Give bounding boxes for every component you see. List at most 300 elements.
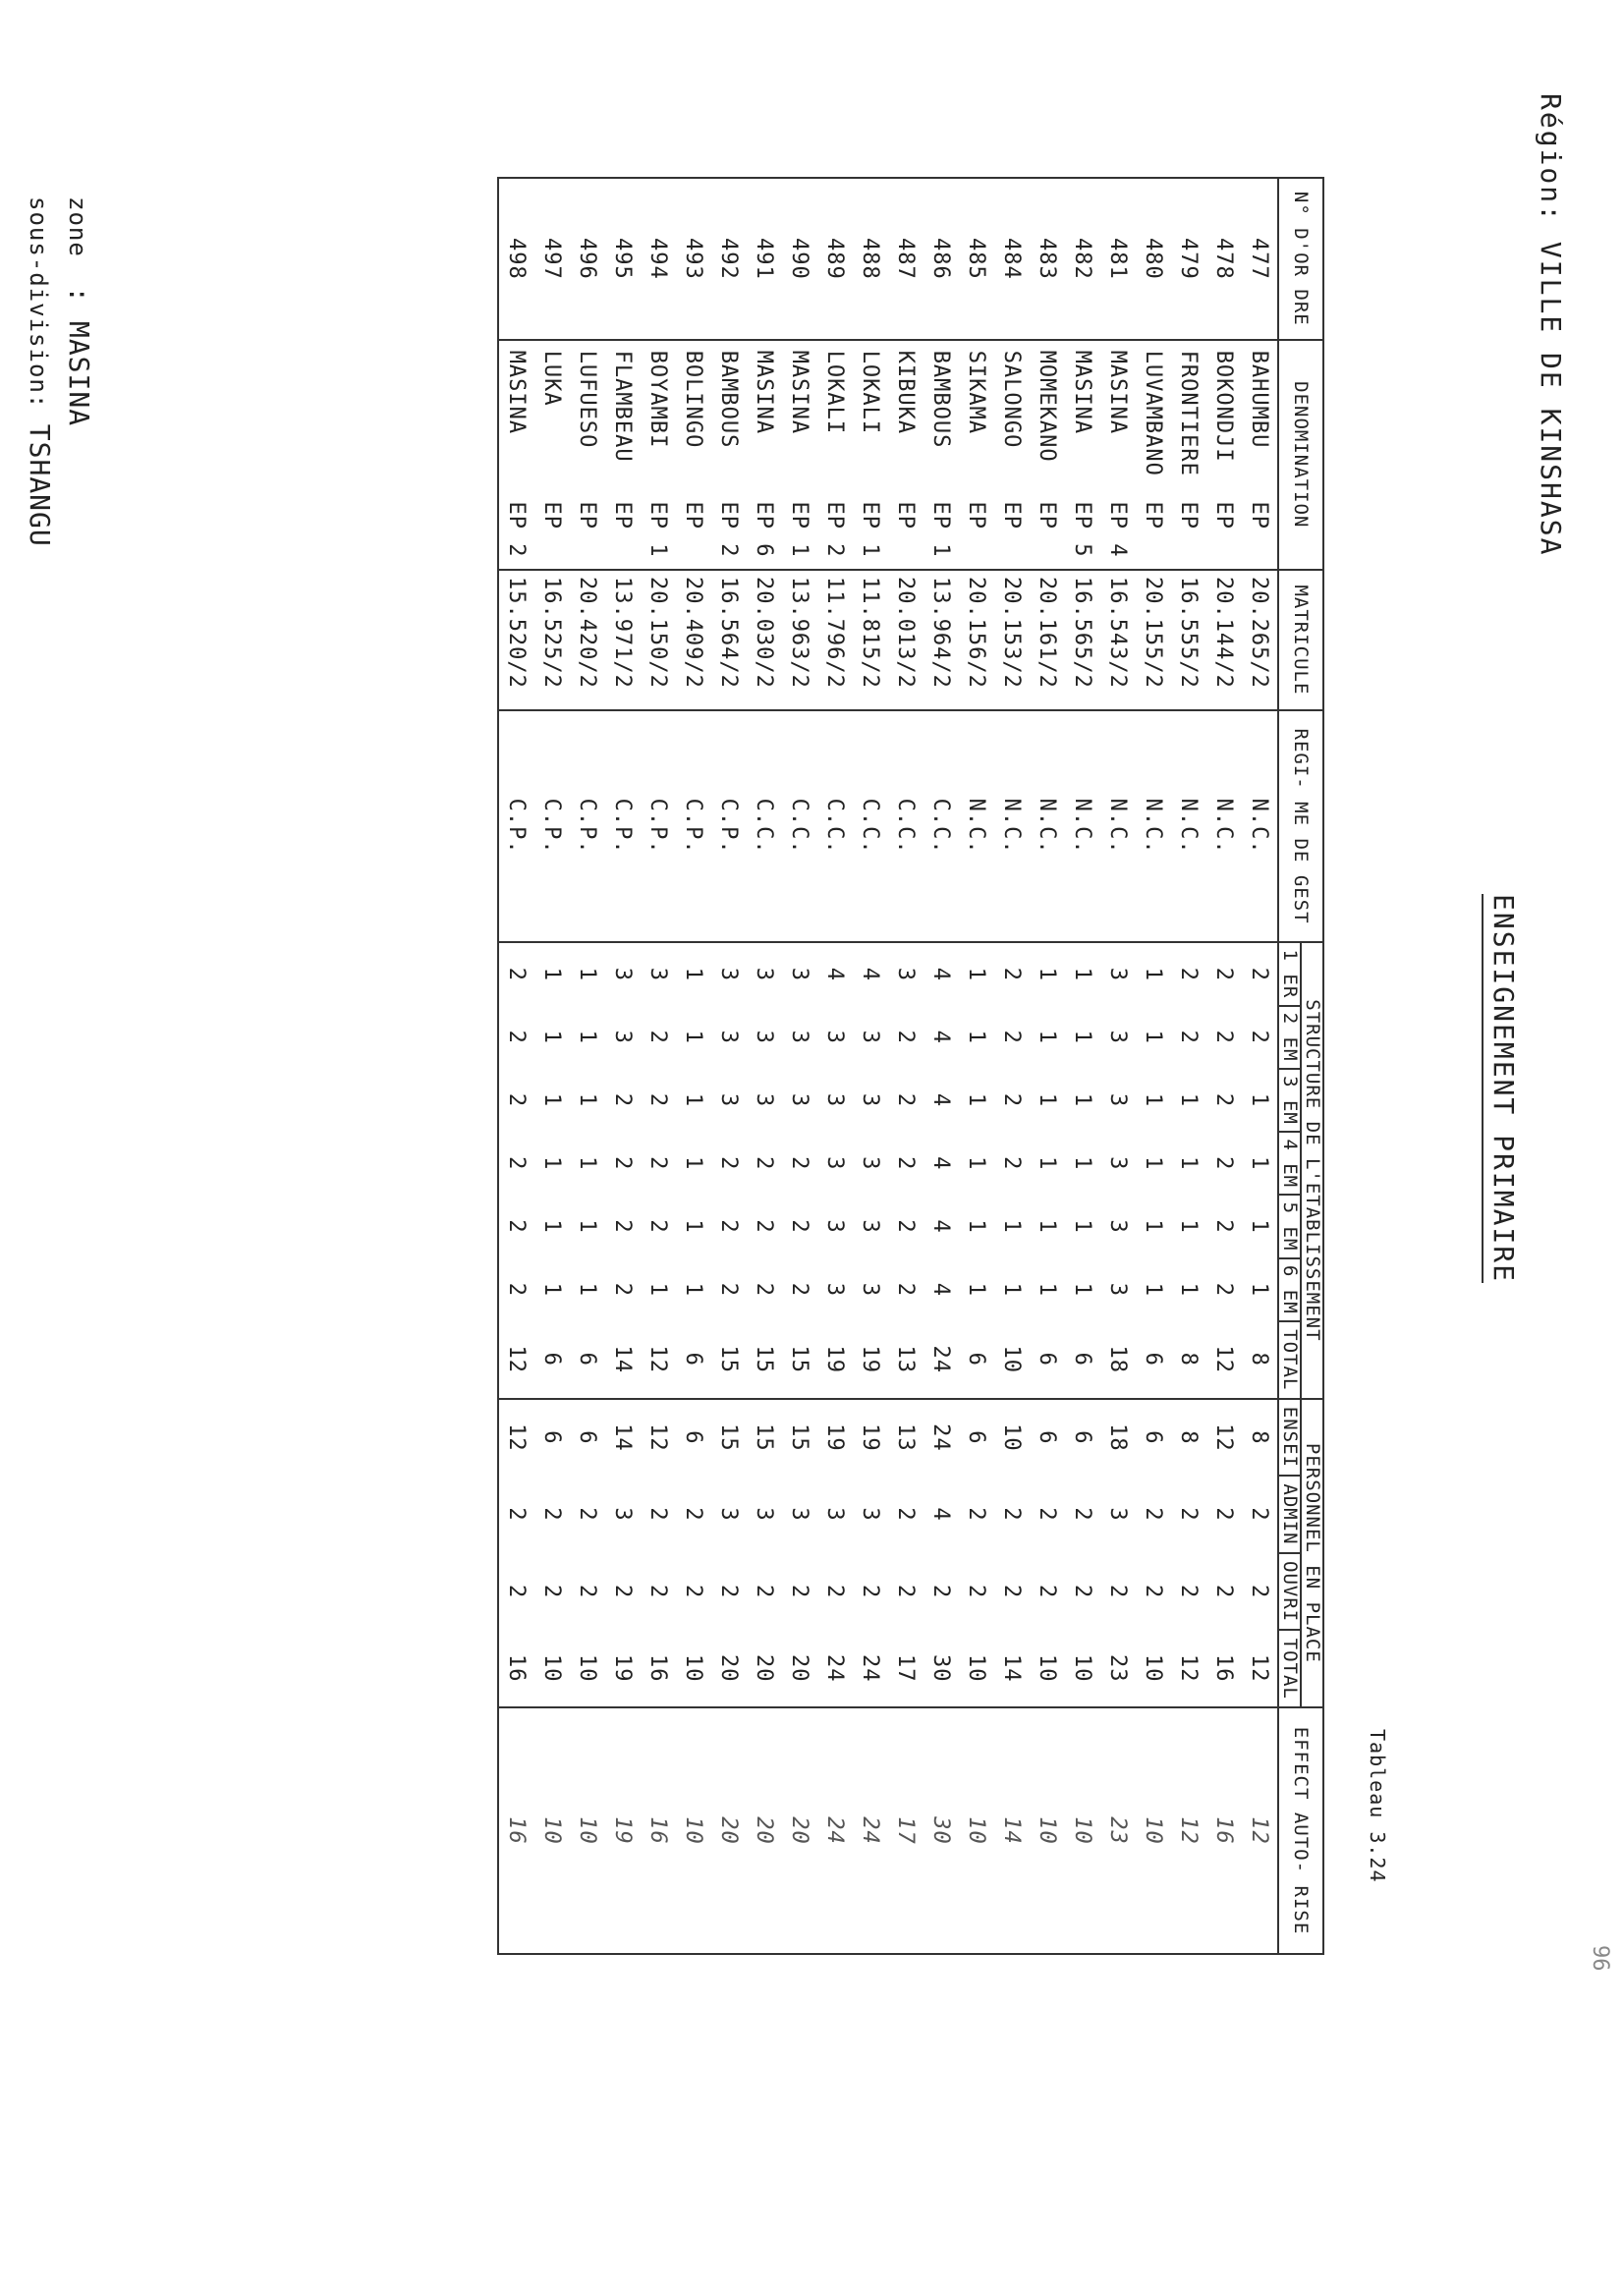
cell-personnel-2: 2 xyxy=(1141,1507,1166,1522)
cell-numero: 486 xyxy=(924,178,959,340)
cell-personnel-1: 6 xyxy=(1141,1430,1166,1445)
cell-structure-total: 6 xyxy=(570,1321,605,1399)
school-table xyxy=(497,177,1324,1955)
cell-structure-6: 2 xyxy=(498,1258,534,1321)
cell-numero: 478 xyxy=(1206,178,1242,340)
cell-structure-4: 3 xyxy=(822,1156,848,1171)
cell-structure-3: 1 xyxy=(1035,1092,1060,1108)
cell-structure-4: 2 xyxy=(752,1156,777,1171)
cell-personnel-3: 2 xyxy=(610,1585,636,1599)
cell-matricule: 16.565/2 xyxy=(1065,570,1100,710)
cell-structure-2: 4 xyxy=(928,1030,954,1044)
cell-personnel-2: 3 xyxy=(858,1507,883,1522)
cell-type: EP 6 xyxy=(747,500,782,570)
cell-structure-1: 1 xyxy=(1035,967,1060,982)
table-row xyxy=(959,178,994,1954)
cell-effectif: 10 xyxy=(959,1707,994,1954)
cell-structure-5: 2 xyxy=(787,1219,812,1234)
cell-structure-5: 1 xyxy=(575,1219,600,1234)
cell-structure-6: 2 xyxy=(893,1282,919,1297)
subdivision-line xyxy=(24,196,56,547)
cell-structure-6: 1 xyxy=(999,1282,1025,1297)
table-row xyxy=(994,178,1030,1954)
cell-personnel-3: 2 xyxy=(1247,1585,1272,1599)
cell-structure-1: 2 xyxy=(1247,967,1272,982)
cell-personnel-1: 12 xyxy=(645,1423,671,1452)
cell-personnel-3: 2 xyxy=(928,1585,954,1599)
cell-structure-2: 2 xyxy=(1247,1030,1272,1044)
cell-structure-total: 6 xyxy=(1065,1321,1100,1399)
cell-personnel-3: 2 xyxy=(964,1585,989,1599)
cell-denomination: BAHUMBU xyxy=(1247,350,1272,449)
cell-personnel-2: 3 xyxy=(716,1507,742,1522)
cell-denomination: LUFUESO xyxy=(575,350,600,449)
cell-structure-3: 3 xyxy=(858,1092,883,1108)
cell-structure-total: 15 xyxy=(782,1321,817,1399)
cell-structure-3: 4 xyxy=(928,1092,954,1108)
cell-effectif: 23 xyxy=(1100,1707,1136,1954)
zone-value: : MASINA xyxy=(63,286,95,427)
cell-structure-1: 2 xyxy=(1211,967,1237,982)
cell-matricule: 11.815/2 xyxy=(853,570,888,710)
cell-personnel-2: 2 xyxy=(999,1507,1025,1522)
cell-personnel-total: 12 xyxy=(1242,1630,1278,1707)
cell-structure-2: 3 xyxy=(610,1030,636,1044)
cell-personnel-total: 10 xyxy=(570,1630,605,1707)
cell-denomination: SIKAMA xyxy=(964,350,989,435)
cell-denomination: BOLINGO xyxy=(681,350,706,449)
cell-structure-6: 4 xyxy=(928,1282,954,1297)
table-row xyxy=(711,178,747,1954)
cell-structure-5: 1 xyxy=(1141,1219,1166,1234)
cell-type: EP xyxy=(605,500,641,570)
cell-structure-4: 2 xyxy=(498,1132,534,1195)
cell-structure-5: 2 xyxy=(498,1195,534,1257)
cell-matricule: 13.963/2 xyxy=(782,570,817,710)
cell-structure-5: 2 xyxy=(893,1219,919,1234)
cell-personnel-total: 20 xyxy=(747,1630,782,1707)
cell-structure-6: 2 xyxy=(752,1282,777,1297)
table-row xyxy=(1242,178,1278,1954)
cell-structure-1: 1 xyxy=(575,967,600,982)
cell-structure-total: 6 xyxy=(534,1321,570,1399)
cell-structure-4: 2 xyxy=(999,1156,1025,1171)
cell-matricule: 16.525/2 xyxy=(534,570,570,710)
cell-denomination: LUKA xyxy=(539,350,565,407)
cell-personnel-1: 18 xyxy=(1105,1423,1131,1452)
cell-personnel-3: 2 xyxy=(575,1585,600,1599)
subdivision-value: TSHANGU xyxy=(24,423,56,547)
cell-structure-1: 2 xyxy=(999,967,1025,982)
col-structure-1: 1 ER xyxy=(1278,942,1301,1005)
cell-type: EP 2 xyxy=(498,500,534,570)
cell-structure-3: 3 xyxy=(787,1092,812,1108)
cell-numero: 495 xyxy=(605,178,641,340)
col-personnel-3: OUVRI xyxy=(1278,1553,1301,1631)
cell-denomination: BOKONDJI xyxy=(1211,350,1237,463)
cell-structure-3: 2 xyxy=(645,1092,671,1108)
cell-personnel-3: 2 xyxy=(681,1585,706,1599)
cell-numero: 497 xyxy=(534,178,570,340)
cell-structure-total: 18 xyxy=(1100,1321,1136,1399)
cell-matricule: 16.564/2 xyxy=(711,570,747,710)
cell-personnel-3: 2 xyxy=(858,1585,883,1599)
cell-structure-3: 1 xyxy=(575,1092,600,1108)
cell-structure-1: 3 xyxy=(716,967,742,982)
cell-structure-5: 1 xyxy=(1176,1219,1202,1234)
cell-structure-1: 3 xyxy=(752,967,777,982)
cell-personnel-3: 2 xyxy=(1105,1585,1131,1599)
cell-structure-3: 1 xyxy=(1070,1092,1095,1108)
cell-numero: 477 xyxy=(1242,178,1278,340)
cell-personnel-3: 2 xyxy=(999,1585,1025,1599)
cell-personnel-2: 3 xyxy=(787,1507,812,1522)
cell-matricule: 13.971/2 xyxy=(605,570,641,710)
cell-effectif: 10 xyxy=(1065,1707,1100,1954)
region-line xyxy=(1535,93,1567,557)
cell-personnel-3: 2 xyxy=(1176,1585,1202,1599)
cell-structure-6: 1 xyxy=(1070,1282,1095,1297)
table-row xyxy=(641,178,676,1954)
col-personnel-1: ENSEI xyxy=(1278,1399,1301,1477)
cell-type: EP xyxy=(1206,500,1242,570)
cell-personnel-2: 2 xyxy=(1176,1507,1202,1522)
cell-structure-4: 1 xyxy=(964,1156,989,1171)
cell-structure-5: 1 xyxy=(681,1219,706,1234)
cell-structure-6: 2 xyxy=(610,1282,636,1297)
col-structure-2: 2 EM xyxy=(1278,1006,1301,1069)
cell-regime: C.P. xyxy=(498,710,534,942)
cell-personnel-total: 23 xyxy=(1100,1630,1136,1707)
cell-structure-4: 3 xyxy=(858,1156,883,1171)
cell-matricule: 13.964/2 xyxy=(924,570,959,710)
cell-personnel-3: 2 xyxy=(645,1585,671,1599)
cell-denomination: MASINA xyxy=(787,350,812,435)
table-row xyxy=(853,178,888,1954)
cell-denomination: LUVAMBANO xyxy=(1141,350,1166,476)
cell-numero: 488 xyxy=(853,178,888,340)
cell-type: EP 1 xyxy=(853,500,888,570)
cell-structure-2: 2 xyxy=(893,1030,919,1044)
cell-structure-5: 2 xyxy=(1211,1219,1237,1234)
cell-structure-5: 2 xyxy=(716,1219,742,1234)
cell-structure-2: 1 xyxy=(575,1030,600,1044)
cell-matricule: 20.150/2 xyxy=(641,570,676,710)
cell-structure-5: 2 xyxy=(752,1219,777,1234)
cell-type: EP xyxy=(570,500,605,570)
cell-type: EP xyxy=(994,500,1030,570)
table-row xyxy=(1206,178,1242,1954)
cell-denomination: MASINA xyxy=(1105,350,1131,435)
cell-denomination: BAMBOUS xyxy=(928,350,954,449)
cell-structure-1: 3 xyxy=(610,967,636,982)
cell-structure-3: 2 xyxy=(610,1092,636,1108)
cell-effectif: 16 xyxy=(1206,1707,1242,1954)
cell-structure-3: 2 xyxy=(1211,1092,1237,1108)
cell-numero: 494 xyxy=(641,178,676,340)
cell-structure-3: 1 xyxy=(1141,1092,1166,1108)
cell-effectif: 16 xyxy=(498,1707,534,1954)
cell-denomination: MASINA xyxy=(1070,350,1095,435)
cell-type: EP xyxy=(1242,500,1278,570)
cell-structure-total: 13 xyxy=(888,1321,924,1399)
table-row xyxy=(498,178,534,1954)
cell-personnel-total: 17 xyxy=(888,1630,924,1707)
col-structure: STRUCTURE DE L'ETABLISSEMENT xyxy=(1301,942,1323,1398)
cell-effectif: 24 xyxy=(853,1707,888,1954)
cell-structure-5: 1 xyxy=(1070,1219,1095,1234)
subdivision-label: sous-division: xyxy=(25,196,52,410)
cell-structure-total: 19 xyxy=(817,1321,853,1399)
cell-personnel-total: 10 xyxy=(1030,1630,1065,1707)
cell-regime: N.C. xyxy=(1100,710,1136,942)
cell-structure-total: 8 xyxy=(1242,1321,1278,1399)
cell-personnel-2: 2 xyxy=(893,1507,919,1522)
cell-effectif: 30 xyxy=(924,1707,959,1954)
region-label: Région: xyxy=(1535,93,1567,224)
cell-regime: C.C. xyxy=(817,710,853,942)
cell-structure-4: 1 xyxy=(1070,1156,1095,1171)
cell-structure-2: 2 xyxy=(498,1006,534,1069)
table-row xyxy=(888,178,924,1954)
cell-structure-6: 1 xyxy=(1247,1282,1272,1297)
cell-structure-4: 1 xyxy=(1176,1156,1202,1171)
cell-structure-2: 1 xyxy=(964,1030,989,1044)
col-personnel: PERSONNEL EN PLACE xyxy=(1301,1399,1323,1708)
cell-matricule: 11.796/2 xyxy=(817,570,853,710)
cell-structure-5: 1 xyxy=(539,1219,565,1234)
cell-numero: 498 xyxy=(498,178,534,340)
col-structure-4: 4 EM xyxy=(1278,1132,1301,1195)
cell-personnel-total: 24 xyxy=(817,1630,853,1707)
table-row xyxy=(782,178,817,1954)
cell-denomination: MASINA xyxy=(752,350,777,435)
table-row xyxy=(1030,178,1065,1954)
cell-personnel-2: 2 xyxy=(645,1507,671,1522)
cell-structure-6: 3 xyxy=(822,1282,848,1297)
cell-structure-2: 2 xyxy=(1211,1030,1237,1044)
table-row xyxy=(1100,178,1136,1954)
cell-structure-total: 24 xyxy=(924,1321,959,1399)
col-structure-3: 3 EM xyxy=(1278,1069,1301,1132)
cell-type: EP 1 xyxy=(924,500,959,570)
cell-structure-1: 1 xyxy=(1141,967,1166,982)
cell-personnel-1: 6 xyxy=(964,1430,989,1445)
cell-structure-4: 2 xyxy=(645,1156,671,1171)
cell-denomination: LOKALI xyxy=(858,350,883,435)
cell-type: EP 5 xyxy=(1065,500,1100,570)
col-structure-6: 6 EM xyxy=(1278,1258,1301,1321)
cell-numero: 489 xyxy=(817,178,853,340)
cell-structure-4: 2 xyxy=(716,1156,742,1171)
cell-effectif: 17 xyxy=(888,1707,924,1954)
cell-structure-5: 1 xyxy=(964,1219,989,1234)
cell-regime: N.C. xyxy=(1136,710,1171,942)
cell-personnel-2: 3 xyxy=(1105,1507,1131,1522)
cell-structure-2: 3 xyxy=(858,1030,883,1044)
cell-regime: C.C. xyxy=(747,710,782,942)
cell-numero: 479 xyxy=(1171,178,1206,340)
cell-regime: N.C. xyxy=(1206,710,1242,942)
cell-structure-2: 2 xyxy=(999,1030,1025,1044)
cell-structure-5: 1 xyxy=(999,1219,1025,1234)
cell-personnel-total: 10 xyxy=(534,1630,570,1707)
cell-structure-5: 3 xyxy=(822,1219,848,1234)
cell-personnel-total: 24 xyxy=(853,1630,888,1707)
cell-personnel-2: 3 xyxy=(752,1507,777,1522)
cell-effectif: 20 xyxy=(747,1707,782,1954)
cell-structure-4: 4 xyxy=(928,1156,954,1171)
cell-structure-total: 14 xyxy=(605,1321,641,1399)
cell-structure-4: 2 xyxy=(1211,1156,1237,1171)
cell-type: EP xyxy=(1171,500,1206,570)
cell-structure-5: 2 xyxy=(610,1219,636,1234)
cell-structure-1: 3 xyxy=(1105,967,1131,982)
cell-matricule: 20.265/2 xyxy=(1242,570,1278,710)
cell-structure-6: 1 xyxy=(1035,1282,1060,1297)
cell-personnel-3: 2 xyxy=(1211,1585,1237,1599)
col-personnel-2: ADMIN xyxy=(1278,1476,1301,1553)
cell-effectif: 10 xyxy=(534,1707,570,1954)
cell-regime: C.P. xyxy=(605,710,641,942)
cell-effectif: 19 xyxy=(605,1707,641,1954)
cell-structure-3: 1 xyxy=(539,1092,565,1108)
cell-personnel-3: 2 xyxy=(822,1585,848,1599)
cell-personnel-3: 2 xyxy=(716,1585,742,1599)
cell-structure-3: 2 xyxy=(893,1092,919,1108)
cell-structure-2: 3 xyxy=(716,1030,742,1044)
cell-type: EP xyxy=(676,500,711,570)
cell-structure-6: 3 xyxy=(1105,1282,1131,1297)
cell-structure-total: 15 xyxy=(747,1321,782,1399)
cell-personnel-total: 16 xyxy=(1206,1630,1242,1707)
cell-structure-3: 1 xyxy=(681,1092,706,1108)
document-title xyxy=(1487,894,1520,1284)
table-row xyxy=(1065,178,1100,1954)
cell-structure-3: 1 xyxy=(964,1092,989,1108)
cell-numero: 482 xyxy=(1065,178,1100,340)
cell-personnel-total: 20 xyxy=(782,1630,817,1707)
cell-effectif: 12 xyxy=(1171,1707,1206,1954)
col-structure-5: 5 EM xyxy=(1278,1195,1301,1257)
cell-numero: 485 xyxy=(959,178,994,340)
cell-structure-2: 2 xyxy=(645,1030,671,1044)
cell-personnel-2: 2 xyxy=(1035,1507,1060,1522)
table-row xyxy=(924,178,959,1954)
cell-type: EP 1 xyxy=(641,500,676,570)
cell-personnel-2: 2 xyxy=(1211,1507,1237,1522)
cell-personnel-1: 12 xyxy=(498,1399,534,1477)
cell-regime: N.C. xyxy=(994,710,1030,942)
cell-personnel-2: 2 xyxy=(1070,1507,1095,1522)
cell-personnel-2: 3 xyxy=(610,1507,636,1522)
region-value: VILLE DE KINSHASA xyxy=(1535,241,1567,557)
table-row xyxy=(1171,178,1206,1954)
col-personnel-4: TOTAL xyxy=(1278,1630,1301,1707)
col-numero: N° D'OR DRE xyxy=(1278,178,1323,340)
cell-type: EP xyxy=(959,500,994,570)
cell-personnel-3: 2 xyxy=(539,1585,565,1599)
cell-structure-2: 1 xyxy=(1070,1030,1095,1044)
cell-effectif: 20 xyxy=(782,1707,817,1954)
cell-denomination: MASINA xyxy=(498,340,534,500)
cell-personnel-total: 19 xyxy=(605,1630,641,1707)
cell-personnel-total: 14 xyxy=(994,1630,1030,1707)
cell-structure-4: 1 xyxy=(1035,1156,1060,1171)
cell-matricule: 20.013/2 xyxy=(888,570,924,710)
table-row xyxy=(1136,178,1171,1954)
cell-personnel-3: 2 xyxy=(1035,1585,1060,1599)
table-row xyxy=(676,178,711,1954)
cell-numero: 490 xyxy=(782,178,817,340)
cell-personnel-total: 10 xyxy=(1065,1630,1100,1707)
cell-personnel-total: 10 xyxy=(1136,1630,1171,1707)
cell-structure-total: 6 xyxy=(1136,1321,1171,1399)
cell-structure-2: 3 xyxy=(787,1030,812,1044)
cell-personnel-total: 20 xyxy=(711,1630,747,1707)
cell-regime: C.P. xyxy=(676,710,711,942)
cell-structure-3: 1 xyxy=(1176,1092,1202,1108)
cell-structure-2: 1 xyxy=(539,1030,565,1044)
cell-personnel-2: 2 xyxy=(498,1476,534,1553)
cell-structure-3: 3 xyxy=(822,1092,848,1108)
cell-effectif: 20 xyxy=(711,1707,747,1954)
cell-regime: C.C. xyxy=(853,710,888,942)
col-effectif: EFFECT AUTO- RISE xyxy=(1278,1707,1323,1954)
cell-personnel-1: 19 xyxy=(822,1423,848,1452)
cell-personnel-3: 2 xyxy=(1070,1585,1095,1599)
cell-effectif: 10 xyxy=(1030,1707,1065,1954)
cell-numero: 483 xyxy=(1030,178,1065,340)
cell-personnel-1: 6 xyxy=(1070,1430,1095,1445)
cell-matricule: 20.155/2 xyxy=(1136,570,1171,710)
cell-matricule: 20.144/2 xyxy=(1206,570,1242,710)
cell-structure-3: 2 xyxy=(498,1069,534,1132)
cell-structure-4: 2 xyxy=(787,1156,812,1171)
cell-structure-total: 6 xyxy=(676,1321,711,1399)
cell-structure-1: 3 xyxy=(645,967,671,982)
cell-numero: 491 xyxy=(747,178,782,340)
cell-personnel-1: 14 xyxy=(610,1423,636,1452)
cell-structure-2: 3 xyxy=(822,1030,848,1044)
cell-type: EP xyxy=(1030,500,1065,570)
cell-numero: 493 xyxy=(676,178,711,340)
cell-personnel-total: 12 xyxy=(1171,1630,1206,1707)
cell-structure-4: 1 xyxy=(681,1156,706,1171)
cell-structure-5: 3 xyxy=(1105,1219,1131,1234)
cell-personnel-2: 2 xyxy=(575,1507,600,1522)
cell-structure-5: 1 xyxy=(1247,1219,1272,1234)
cell-personnel-total: 16 xyxy=(498,1630,534,1707)
cell-personnel-2: 2 xyxy=(681,1507,706,1522)
cell-structure-2: 1 xyxy=(681,1030,706,1044)
cell-type: EP 2 xyxy=(817,500,853,570)
cell-structure-6: 2 xyxy=(787,1282,812,1297)
cell-type: EP 4 xyxy=(1100,500,1136,570)
cell-numero: 480 xyxy=(1136,178,1171,340)
cell-structure-5: 3 xyxy=(858,1219,883,1234)
cell-numero: 487 xyxy=(888,178,924,340)
page-number: 96 xyxy=(1588,1945,1612,1972)
cell-matricule: 20.156/2 xyxy=(959,570,994,710)
cell-structure-6: 2 xyxy=(1211,1282,1237,1297)
cell-matricule: 16.555/2 xyxy=(1171,570,1206,710)
cell-structure-4: 1 xyxy=(539,1156,565,1171)
cell-type: EP 1 xyxy=(782,500,817,570)
cell-structure-1: 2 xyxy=(1176,967,1202,982)
cell-personnel-1: 15 xyxy=(787,1423,812,1452)
cell-personnel-1: 19 xyxy=(858,1423,883,1452)
